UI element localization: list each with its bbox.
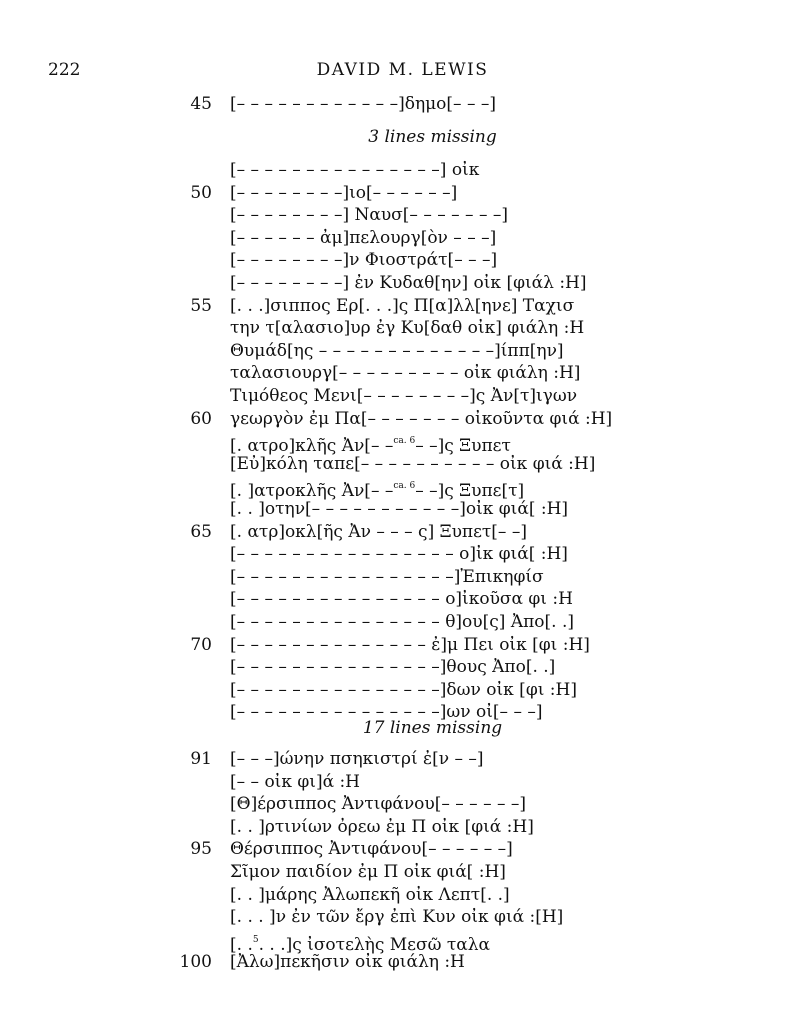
inscription-line [0,361,805,385]
inscription-line [0,407,805,431]
line-text: [– – – – – – – – – – – – – – – –]Ἐπικηφίσ [230,566,544,587]
inscription-line [0,792,805,816]
line-text: [. . . ]ν ἐν τῶν ἔργ ἐπὶ Κυν οἰκ φιά :[Η] [230,907,564,928]
line-number: 60 [190,408,212,429]
inscription-line [0,837,805,861]
inscription-line [0,158,805,182]
line-number: 50 [190,182,212,203]
line-text: [– – – – – – – – – – – –]δημο[– – –] [230,94,496,114]
line-number: 70 [190,634,212,655]
line-text: [– – – – – – – – – – – – – – – θ]ου[ς] Ἀπο[. .] [230,612,574,632]
inscription-line [0,770,805,794]
line-text: Θυμάδ[ης – – – – – – – – – – – – –]ίππ[ην] [230,340,564,361]
inscription-line [0,92,805,116]
line-text: [– – – – – – – – – – – – – – ἐ]μ Πει οἰκ [φι :Η] [230,634,590,655]
line-number: 45 [190,94,212,114]
line-text: Σῖμον παιδίον ἐμ Π οἰκ φιά[ :Η] [230,862,506,882]
line-number: 65 [190,521,212,542]
inscription-line [0,950,805,974]
line-text: [Θ]έρσιππος Ἀντιφάνου[– – – – – –] [230,794,527,815]
inscription-line [0,339,805,363]
running-head: DAVID M. LEWIS [316,60,489,80]
inscription-line [0,905,805,929]
line-text: Τιμόθεος Μενι[– – – – – – – –]ς Ἀν[τ]ιγων [230,386,578,406]
inscription-line [0,587,805,611]
superscript-note: ca. 6 [393,436,416,447]
inscription-line [0,633,805,657]
inscription-line [0,565,805,589]
line-text: ταλασιουργ[– – – – – – – – – οἰκ φιάλη :Η] [230,363,581,384]
inscription-line [0,452,805,476]
line-text: [– – – – – – ἀμ]πελουργ[ὸν – – –] [230,227,497,248]
inscription-line [0,883,805,907]
inscription-line [0,248,805,272]
line-text: [– – – – – – – – – – – – – – – ο]ἰκοῦσα φι :Η [230,589,573,610]
inscription-line [0,747,805,771]
line-text: [. ατρο]κλῆς Ἀν[– –$^{ca. 6}$– –]ς Ξυπετ [230,436,511,457]
line-text: [. .$^5$. . .]ς ἰσοτελὴς Μεσῶ ταλα [230,934,490,955]
superscript-note: 5 [252,934,259,945]
inscription-line [0,542,805,566]
inscription-line [0,181,805,205]
inscription-line [0,655,805,679]
inscription-line [0,226,805,250]
line-text: [. . ]μάρης Ἀλωπεκῆ οἰκ Λεπτ[. .] [230,884,510,905]
lines-missing-note: 3 lines missing [368,127,497,147]
inscription-line [0,610,805,634]
line-text: [– – – – – – – – – – – – – – –]ων οἰ[– – –] [230,702,543,723]
inscription-line [0,294,805,318]
line-text: [– – οἰκ φι]ά :Η [230,771,361,792]
line-text: [– – – – – – – – – – – – – – –] οἰκ [230,160,480,180]
line-text: [– – – – – – – – – – – – – – – – ο]ἰκ φιά[ :Η] [230,544,568,565]
inscription-line [0,815,805,839]
line-number: 91 [190,749,212,769]
line-text: [. ]ατροκλῆς Ἀν[– –$^{ca. 6}$– –]ς Ξυπε[τ] [230,481,525,502]
line-text: [Εὐ]κόλη ταπε[– – – – – – – – – – οἰκ φιά :Η] [230,453,596,474]
inscription-line [0,203,805,227]
line-text: [– – – – – – – –] ἐν Κυδαθ[ην] οἰκ [φιάλ :Η] [230,273,587,293]
line-text: [. . ]ρτινίων ὀρεω ἐμ Π οἰκ [φιά :Η] [230,816,534,837]
line-text: [– – – – – – – –]ιο[– – – – – –] [230,182,458,203]
inscription-line [0,384,805,408]
inscription-line [0,429,805,457]
line-text: [. . .]σιππος Ερ[. . .]ς Π[α]λλ[ηνε] Ταχισ [230,295,575,316]
line-text: [. ατρ]οκλ[ῆς Ἀν – – – ς] Ξυπετ[– –] [230,521,527,542]
line-text: [– – – – – – – – – – – – – – –]δων οἰκ [φι :Η] [230,679,577,700]
line-text: [. . ]οτην[– – – – – – – – – – –]οἰκ φιά[ :Η] [230,499,569,519]
inscription-line [0,928,805,955]
superscript-note: ca. 6 [393,481,416,492]
line-text: [– – – – – – – –]ν Φιοστράτ[– – –] [230,250,498,271]
inscription-line [0,497,805,521]
line-text: γεωργὸν ἐμ Πα[– – – – – – – οἰκοῦντα φιά :Η] [230,408,613,429]
line-number: 55 [190,295,212,316]
page-number: 222 [48,60,81,80]
inscription-line [0,316,805,340]
inscription-line [0,520,805,544]
line-text: [– – – – – – – –] Ναυσ[– – – – – – –] [230,205,508,226]
lines-missing-note: 17 lines missing [362,718,503,738]
line-text: την τ[αλασιο]υρ ἐγ Κυ[δαθ οἰκ] φιάλη :Η [230,318,585,339]
line-text: [– – –]ώνην πσηκιστρί ἐ[ν – –] [230,749,484,769]
line-number: 95 [190,839,212,860]
inscription-line [0,678,805,702]
line-number: 100 [179,952,212,973]
line-text: [– – – – – – – – – – – – – – –]θους Ἀπο[. .] [230,657,556,678]
line-text: Θέρσιππος Ἀντιφάνου[– – – – – –] [230,839,513,860]
line-text: [Ἀλω]πεκῆσιν οἰκ φιάλη :Η [230,952,465,973]
inscription-line [0,474,805,502]
inscription-line [0,271,805,295]
inscription-line [0,860,805,884]
